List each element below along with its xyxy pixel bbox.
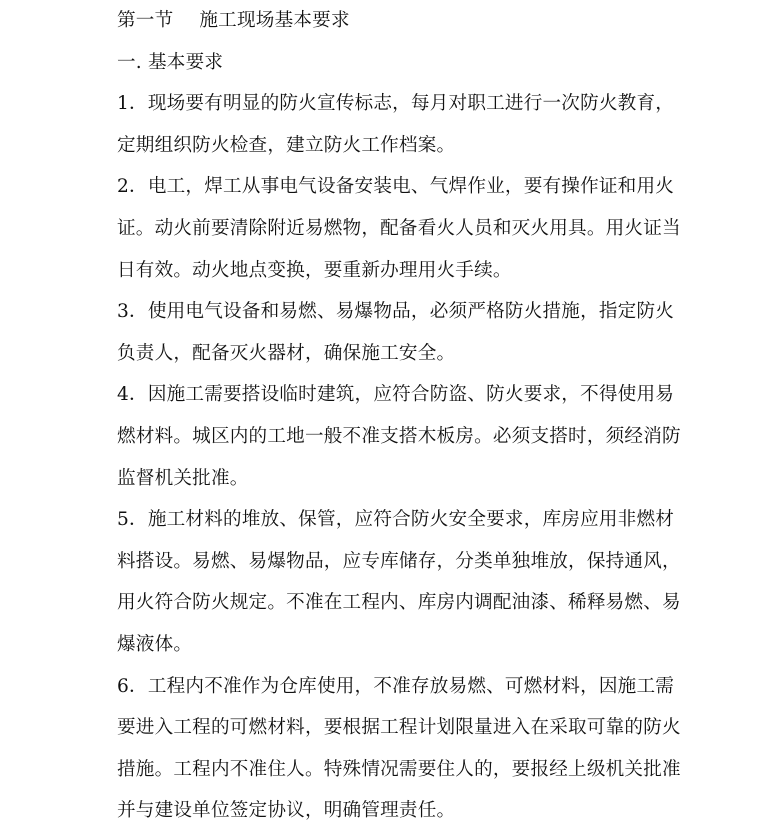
body-line: 5．施工材料的堆放、保管，应符合防火安全要求，库房应用非燃材 <box>117 509 675 531</box>
body-line: 2．电工，焊工从事电气设备安装电、气焊作业，要有操作证和用火 <box>117 176 675 198</box>
body-line: 要进入工程的可燃材料，要根据工程计划限量进入在采取可靠的防火 <box>117 717 681 739</box>
body-line: 并与建设单位签定协议，明确管理责任。 <box>117 800 456 822</box>
body-line: 措施。工程内不准住人。特殊情况需要住人的，要报经上级机关批准 <box>117 758 681 780</box>
body-line: 用火符合防火规定。不准在工程内、库房内调配油漆、稀释易燃、易 <box>117 592 681 614</box>
body-line: 定期组织防火检查，建立防火工作档案。 <box>117 134 456 156</box>
body-line: 监督机关批准。 <box>117 467 249 489</box>
section-heading <box>117 0 677 42</box>
body-line: 燃材料。城区内的工地一般不准支搭木板房。必须支搭时，须经消防 <box>117 425 681 447</box>
document-page <box>117 0 681 832</box>
body-line: 1．现场要有明显的防火宣传标志，每月对职工进行一次防火教育， <box>117 93 675 115</box>
body-line: 料搭设。易燃、易爆物品，应专库储存，分类单独堆放，保持通风， <box>117 550 681 572</box>
body-line: 证。动火前要清除附近易燃物，配备看火人员和灭火用具。用火证当 <box>117 217 681 239</box>
body-line: 负责人，配备灭火器材，确保施工安全。 <box>117 342 456 364</box>
body-line: 4．因施工需要搭设临时建筑，应符合防盗、防火要求，不得使用易 <box>117 384 675 406</box>
body-line: 爆液体。 <box>117 633 193 655</box>
subheading: 一. 基本要求 <box>117 51 224 73</box>
body-line: 6．工程内不准作为仓库使用，不准存放易燃、可燃材料，因施工需 <box>117 675 675 697</box>
section-number: 第一节 <box>117 10 174 31</box>
body-line: 日有效。动火地点变换，要重新办理用火手续。 <box>117 259 512 281</box>
body-line: 3．使用电气设备和易燃、易爆物品，必须严格防火措施，指定防火 <box>117 301 675 323</box>
section-title: 施工现场基本要求 <box>199 10 350 31</box>
